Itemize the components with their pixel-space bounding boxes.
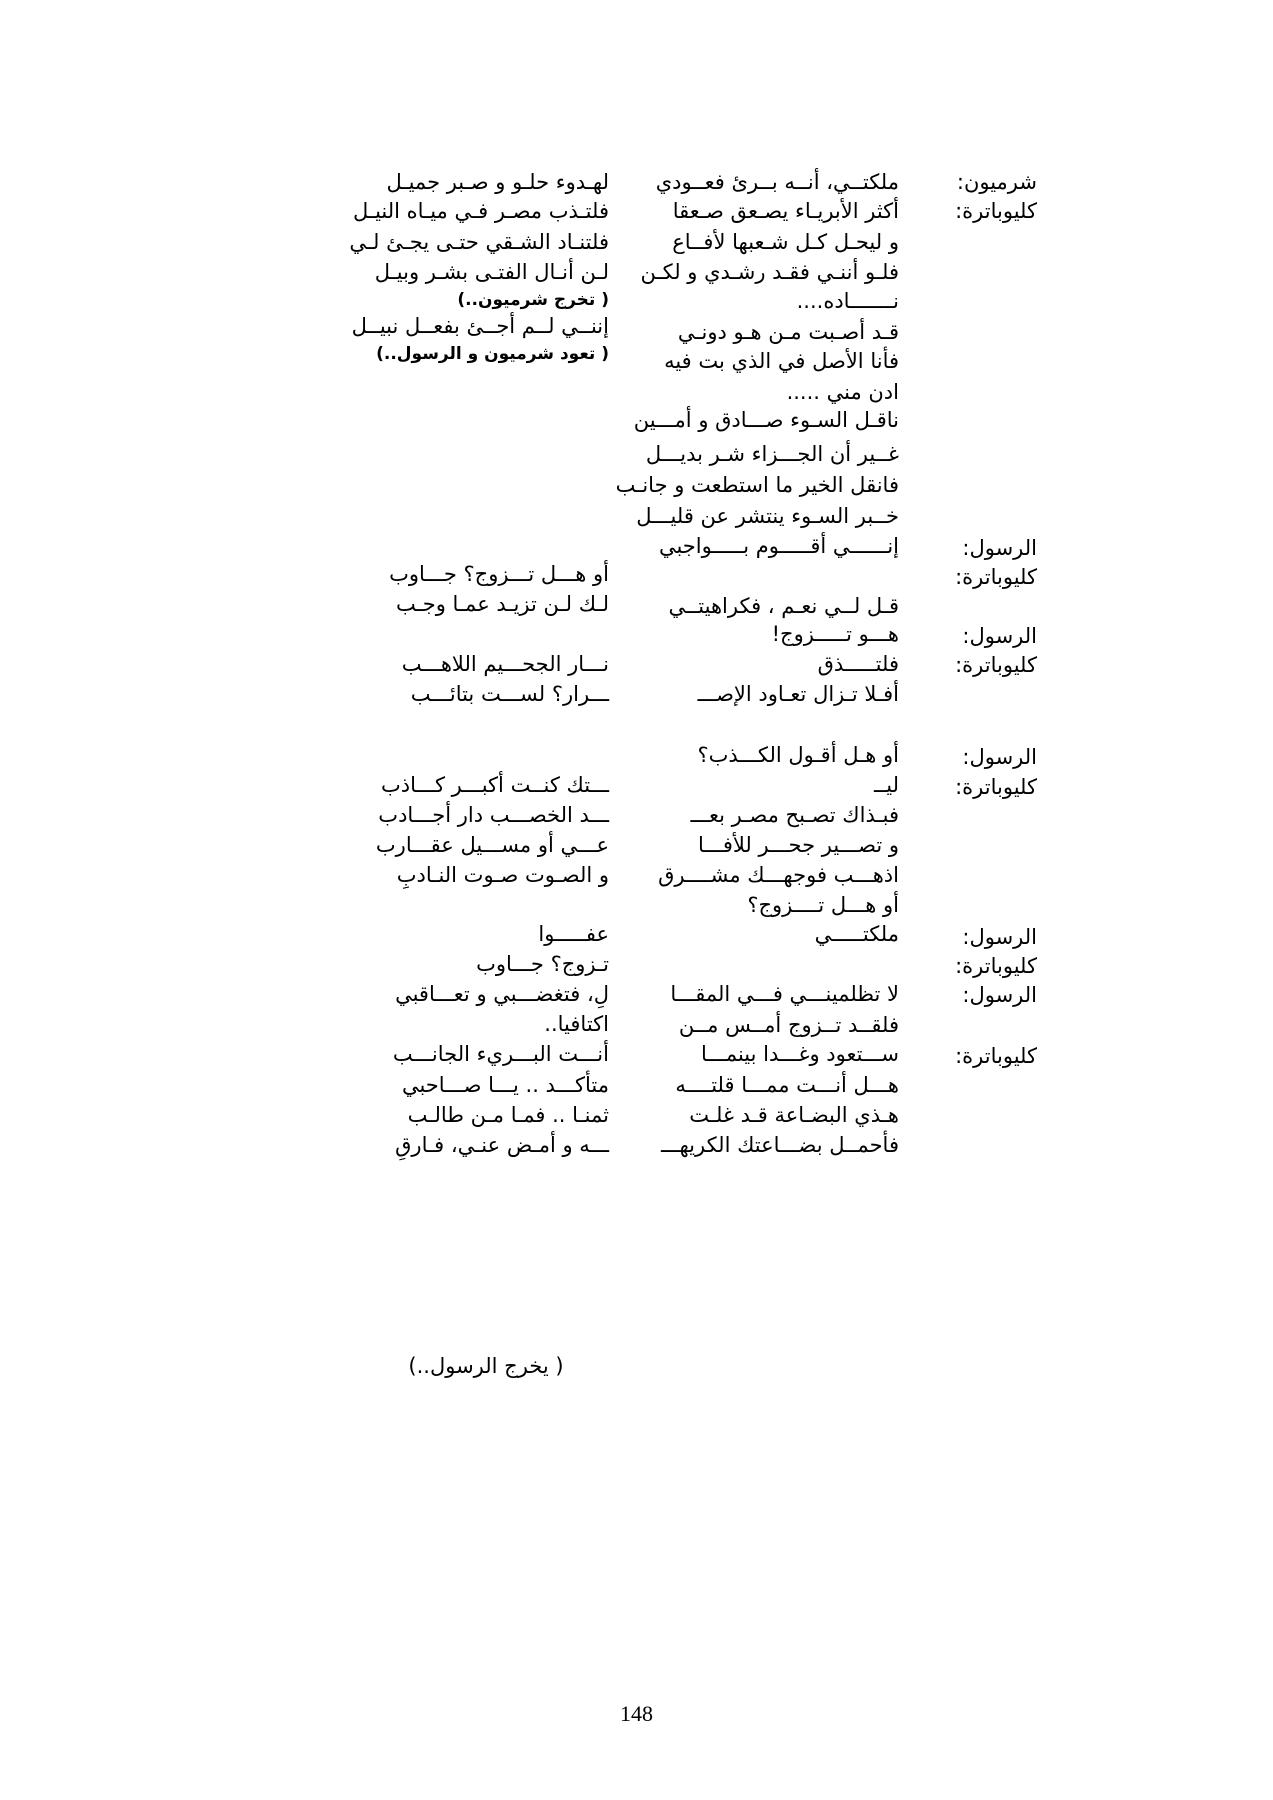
verse-second-hemistich: ـــتك كنــت أكبـــر كـــاذب (381, 773, 609, 797)
speaker-label: كليوباترة: (955, 653, 1037, 677)
stage-direction: ( تعود شرميون و الرسول..) (376, 344, 609, 364)
verse-first-hemistich: هـــو تـــــزوج! (771, 622, 899, 646)
verse-first-hemistich: قـل لــي نعـم ، فكراهيتــي (668, 594, 899, 618)
speaker-label: الرسول: (962, 983, 1037, 1007)
speaker-label: الرسول: (962, 925, 1037, 949)
verse-second-hemistich: ـــد الخصـــب دار أجـــادب (378, 803, 609, 827)
verse-second-hemistich: تـزوج؟ جـــاوب (476, 952, 609, 976)
speaker-label: كليوباترة: (955, 954, 1037, 978)
speaker-label: كليوباترة: (955, 1044, 1037, 1068)
verse-first-hemistich: ليــ (873, 773, 899, 797)
verse-first-hemistich: أو هـــل تــــزوج؟ (747, 893, 899, 917)
verse-second-hemistich: أو هـــل تـــزوج؟ جـــاوب (389, 562, 609, 586)
verse-first-hemistich: ســـتعود وغـــدا بينمـــا (700, 1042, 899, 1066)
verse-second-hemistich: عفـــــوا (538, 922, 609, 946)
verse-first-hemistich: ملكتـــــي (814, 922, 899, 946)
verse-second-hemistich: ـــرار؟ لســـت بتائـــب (410, 682, 609, 706)
verse-first-hemistich: قـد أصـبت مـن هـو دونـي (677, 320, 899, 344)
speaker-label: كليوباترة: (955, 565, 1037, 589)
verse-line: ناقـل السـوء صـــادق و أمـــين (633, 408, 899, 432)
verse-first-hemistich: فأنا الأصل في الذي بت فيه (664, 349, 899, 373)
verse-first-hemistich: أكثر الأبريـاء يصـعق صـعقا (672, 199, 899, 223)
stage-direction: ( تخرج شرميون..) (457, 290, 609, 310)
speaker-label: الرسول: (962, 624, 1037, 648)
speaker-label: كليوباترة: (955, 199, 1037, 223)
verse-first-hemistich: و ليحـل كـل شـعبها لأفــاع (672, 230, 899, 254)
verse-line: فانقل الخير ما استطعت و جانـب (615, 473, 899, 497)
verse-first-hemistich: إنــــــي أقـــــوم بـــــواجبي (658, 534, 899, 558)
verse-second-hemistich: لهـدوء حلـو و صـبر جميـل (386, 170, 609, 194)
speaker-label: كليوباترة: (955, 775, 1037, 799)
verse-first-hemistich: أو هـل أقـول الكـــذب؟ (697, 743, 899, 767)
verse-first-hemistich: هـــل أنـــت ممـــا قلتــــه (675, 1073, 899, 1097)
verse-line: ادن مني ..... (786, 380, 899, 404)
verse-line: خــبر السـوء ينتشر عن قليـــل (636, 504, 899, 528)
verse-second-hemistich: لِ، فتغضـــبي و تعـــاقبي (395, 982, 609, 1006)
verse-first-hemistich: و تصـــير جحـــر للأفـــا (697, 833, 899, 857)
verse-first-hemistich: اذهـــب فوجهـــك مشــــرق (658, 863, 899, 887)
verse-second-hemistich: متأكـــد .. يـــا صـــاحبي (401, 1073, 609, 1097)
verse-line: غــير أن الجـــزاء شـر بديـــل (645, 442, 899, 466)
verse-first-hemistich: فبـذاك تصـبح مصـر بعـــ (690, 803, 899, 827)
verse-second-hemistich: لـن أنـال الفتـى بشـر وبيـل (374, 260, 609, 284)
verse-second-hemistich: اكتافيا.. (544, 1012, 609, 1036)
verse-second-hemistich: أنـــت البـــريء الجانـــب (392, 1042, 609, 1066)
verse-first-hemistich: هـذي البضـاعة قـد غلـت (689, 1103, 899, 1127)
verse-first-hemistich: لا تظلمينـــي فـــي المقـــا (670, 982, 899, 1006)
closing-stage-direction: ( يخرج الرسول..) (408, 1354, 564, 1378)
verse-second-hemistich: إننــي لــم أجــئ بفعــل نبيــل (351, 314, 609, 338)
verse-second-hemistich: فلتـذب مصـر فـي ميـاه النيـل (353, 199, 609, 223)
page-number: 148 (620, 1701, 653, 1726)
verse-second-hemistich: عـــي أو مســـيل عقـــارب (375, 833, 609, 857)
verse-second-hemistich: ـــه و أمـض عنـي، فـارقِ (395, 1133, 609, 1157)
verse-first-hemistich: فأحمــل بضـــاعتك الكريهـــ (661, 1133, 899, 1157)
verse-second-hemistich: ثمنـا .. فمـا مـن طالـب (407, 1103, 609, 1127)
speaker-label: الرسول: (962, 745, 1037, 769)
verse-second-hemistich: و الصـوت صـوت النـادبِ (396, 863, 609, 887)
verse-second-hemistich: فلتنـاد الشـقي حتـى يجـئ لـي (349, 230, 609, 254)
verse-first-hemistich: أفـلا تـزال تعـاود الإصـــ (697, 682, 899, 706)
verse-first-hemistich: فلقــد تــزوج أمــس مــن (678, 1013, 899, 1037)
verse-first-hemistich: نـــــــاده.... (796, 289, 899, 313)
verse-second-hemistich: لـك لـن تزيـد عمـا وجـب (395, 592, 609, 616)
verse-second-hemistich: نـــار الجحـــيم اللاهـــب (401, 652, 609, 676)
verse-first-hemistich: فلـو أننـي فقـد رشـدي و لكـن (640, 260, 899, 284)
speaker-label: الرسول: (962, 536, 1037, 560)
speaker-label: شرميون: (956, 170, 1037, 194)
verse-first-hemistich: فلتـــــذق (817, 652, 899, 676)
verse-first-hemistich: ملكتــي، أنــه بــرئ فعــودي (655, 170, 899, 194)
